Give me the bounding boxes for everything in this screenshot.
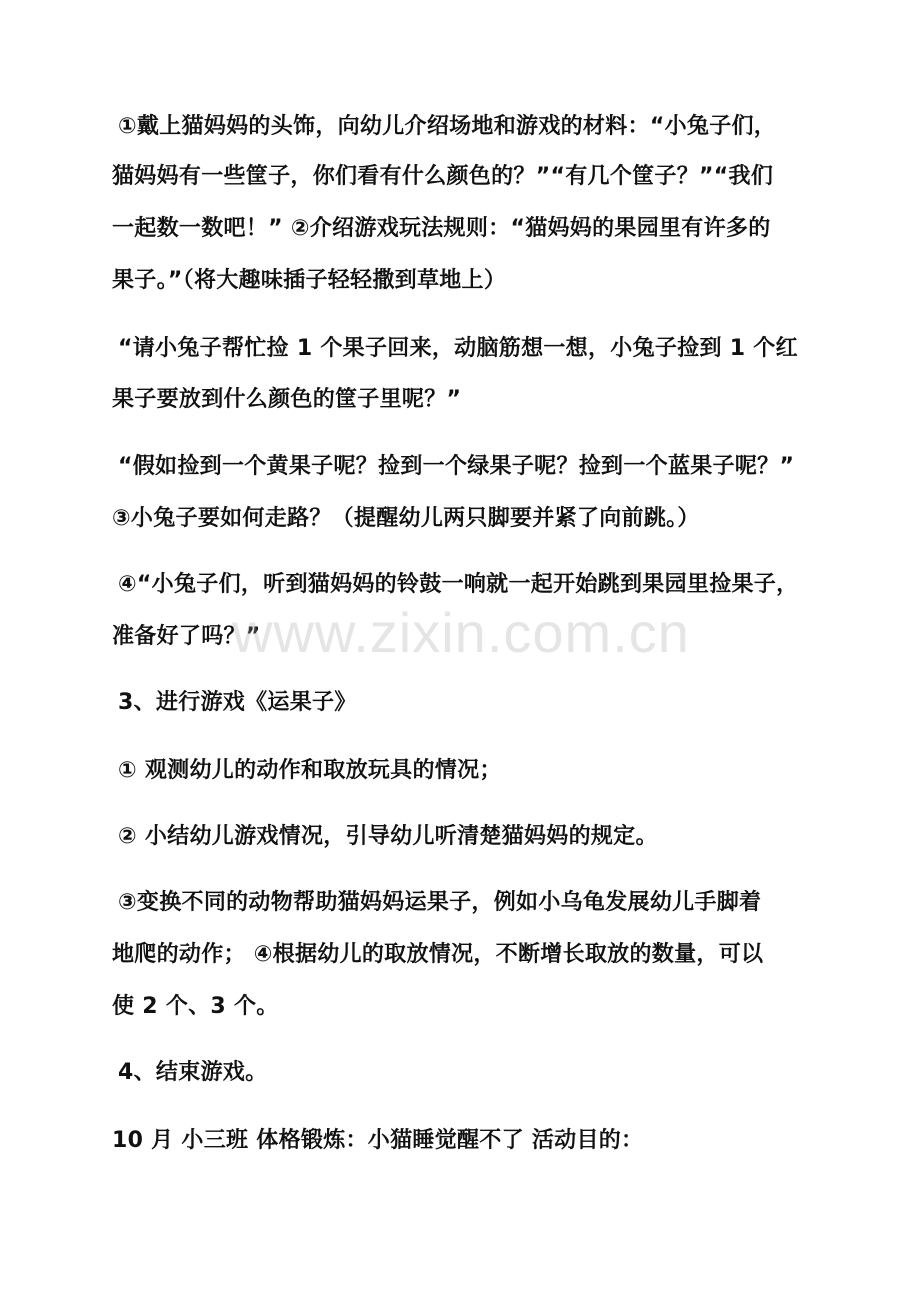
paragraph-line: 地爬的动作； ④根据幼儿的取放情况，不断增长取放的数量，可以	[112, 942, 764, 967]
list-item: ① 观测幼儿的动作和取放玩具的情况；	[118, 758, 502, 783]
section-heading: 10 月 小三班 体格锻炼：小猫睡觉醒不了 活动目的：	[112, 1128, 644, 1153]
paragraph-line: 使 2 个、3 个。	[112, 994, 279, 1019]
paragraph-line: ③变换不同的动物帮助猫妈妈运果子，例如小乌龟发展幼儿手脚着	[118, 890, 762, 915]
section-heading: 4、结束游戏。	[118, 1060, 268, 1085]
paragraph-line: 准备好了吗？”	[112, 624, 261, 649]
paragraph-line: 猫妈妈有一些筐子，你们看有什么颜色的？”“有几个筐子？”“我们	[112, 164, 774, 189]
section-heading: 3、进行游戏《运果子》	[118, 690, 357, 715]
paragraph-line: “请小兔子帮忙捡 1 个果子回来，动脑筋想一想，小兔子捡到 1 个红	[118, 336, 798, 361]
list-item: ② 小结幼儿游戏情况，引导幼儿听清楚猫妈妈的规定。	[118, 824, 658, 849]
watermark: www.zixin.com.cn	[232, 601, 690, 664]
paragraph-line: 一起数一数吧！” ②介绍游戏玩法规则：“猫妈妈的果园里有许多的	[112, 216, 771, 241]
paragraph-line: ③小兔子要如何走路？（提醒幼儿两只脚要并紧了向前跳。）	[112, 506, 700, 531]
paragraph-line: ④“小兔子们，听到猫妈妈的铃鼓一响就一起开始跳到果园里捡果子，	[118, 572, 799, 597]
paragraph-line: “假如捡到一个黄果子呢？捡到一个绿果子呢？捡到一个蓝果子呢？”	[118, 454, 795, 479]
paragraph-line: 果子。”（将大趣味插子轻轻撒到草地上）	[112, 268, 507, 293]
paragraph-line: ①戴上猫妈妈的头饰，向幼儿介绍场地和游戏的材料：“小兔子们，	[118, 114, 777, 139]
paragraph-line: 果子要放到什么颜色的筐子里呢？”	[112, 387, 462, 412]
